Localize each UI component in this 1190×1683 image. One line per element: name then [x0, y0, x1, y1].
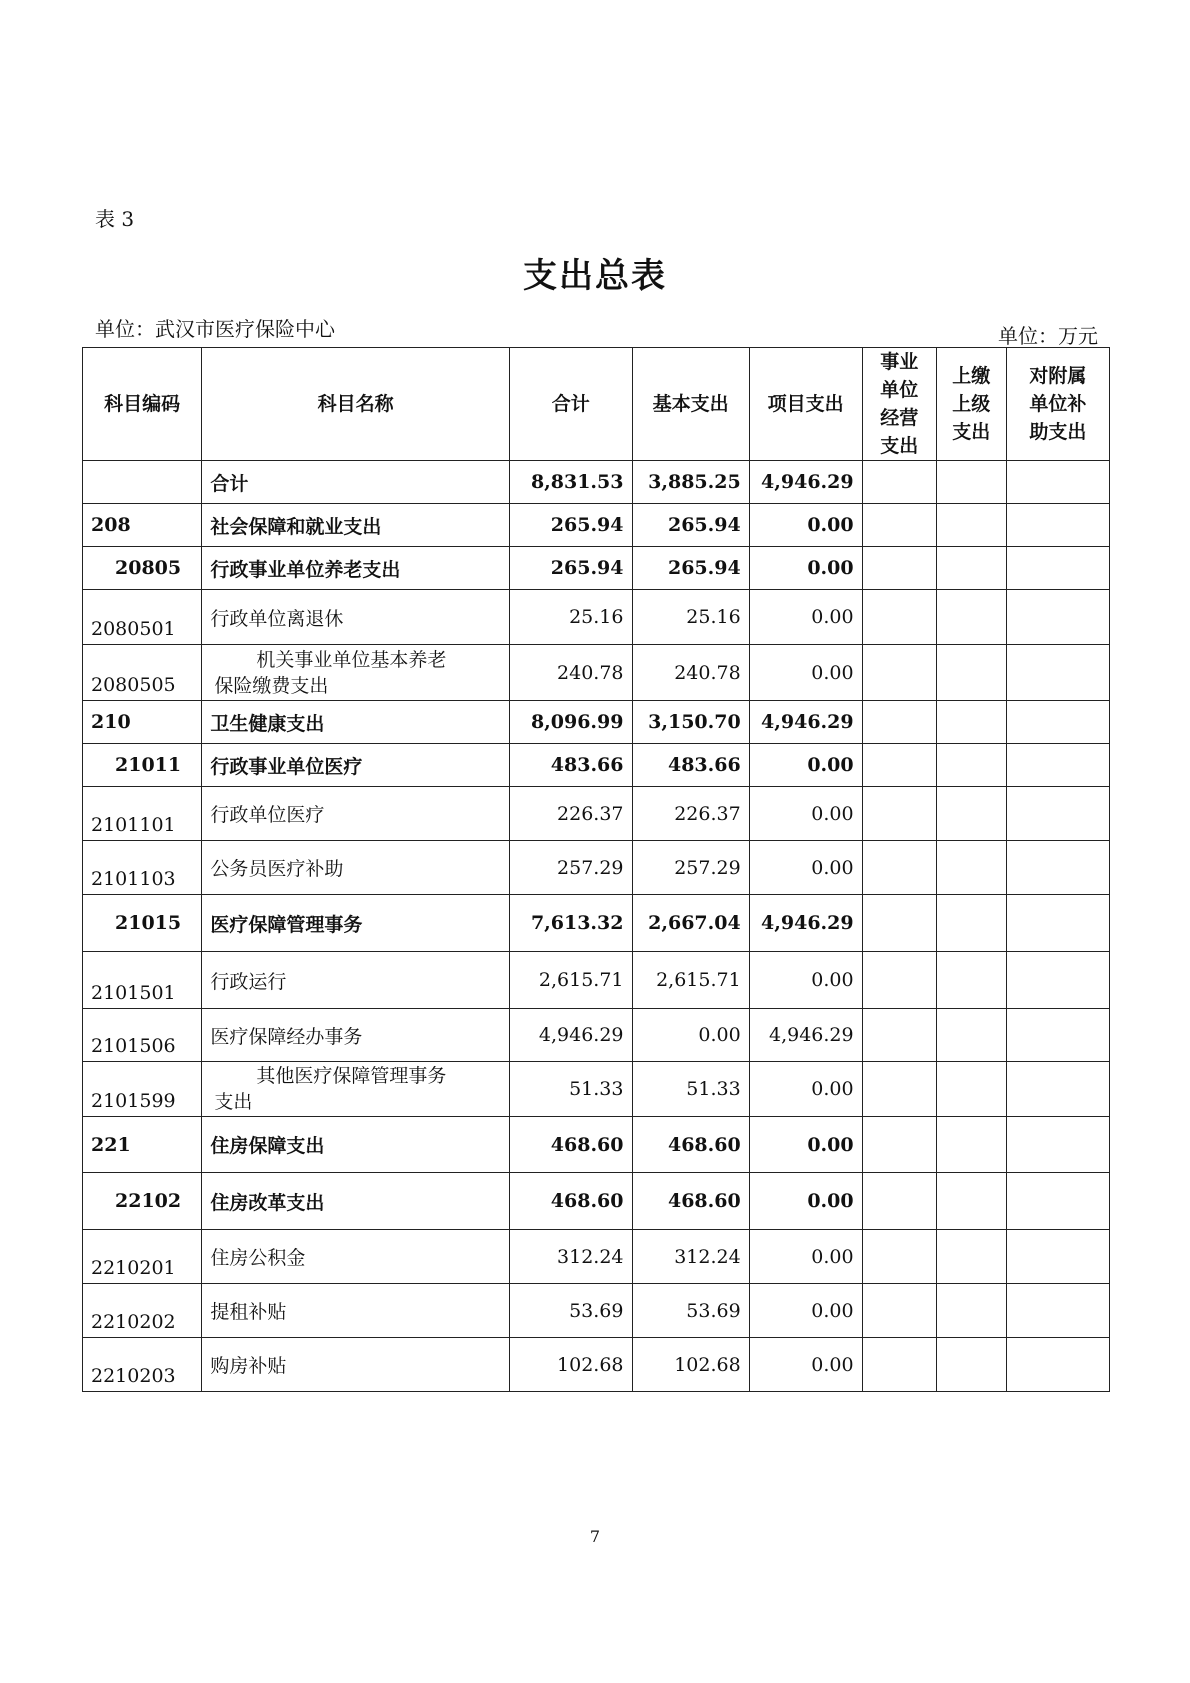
- cell-name: 社会保障和就业支出: [202, 504, 510, 547]
- cell-project: 4,946.29: [749, 1009, 862, 1062]
- table-row: [83, 895, 1110, 952]
- cell-name: 行政单位离退休: [202, 590, 510, 645]
- cell-upper: [936, 952, 1006, 1009]
- cell-code: 2210203: [83, 1338, 202, 1392]
- cell-name: 住房保障支出: [202, 1117, 510, 1173]
- cell-business: [862, 1062, 936, 1117]
- cell-code: 21015: [83, 895, 202, 952]
- cell-business: [862, 1338, 936, 1392]
- cell-total: 7,613.32: [509, 895, 632, 952]
- cell-business: [862, 461, 936, 504]
- unit-currency: 单位：万元: [998, 324, 1098, 348]
- cell-subsidy: [1006, 841, 1109, 895]
- cell-project: 0.00: [749, 1062, 862, 1117]
- cell-basic: 3,150.70: [632, 701, 749, 744]
- cell-code: 210: [83, 701, 202, 744]
- cell-code: 2080505: [83, 645, 202, 701]
- cell-upper: [936, 1338, 1006, 1392]
- cell-name: 其他医疗保障管理事务 支出: [202, 1062, 510, 1117]
- cell-project: 0.00: [749, 1284, 862, 1338]
- cell-project: 0.00: [749, 590, 862, 645]
- cell-project: 0.00: [749, 547, 862, 590]
- cell-subsidy: [1006, 504, 1109, 547]
- table-row: [83, 841, 1110, 895]
- cell-total: 468.60: [509, 1173, 632, 1230]
- cell-subsidy: [1006, 701, 1109, 744]
- cell-project: 0.00: [749, 1117, 862, 1173]
- cell-upper: [936, 461, 1006, 504]
- cell-code: 2101501: [83, 952, 202, 1009]
- table-label: 表 3: [95, 207, 135, 231]
- cell-project: 0.00: [749, 787, 862, 841]
- cell-name: 公务员医疗补助: [202, 841, 510, 895]
- cell-business: [862, 590, 936, 645]
- table-row: [83, 1230, 1110, 1284]
- cell-total: 240.78: [509, 645, 632, 701]
- cell-subsidy: [1006, 1230, 1109, 1284]
- cell-business: [862, 547, 936, 590]
- cell-upper: [936, 1173, 1006, 1230]
- cell-basic: 51.33: [632, 1062, 749, 1117]
- header-subsidy: 对附属 单位补 助支出: [1006, 348, 1109, 461]
- cell-business: [862, 645, 936, 701]
- cell-total: 25.16: [509, 590, 632, 645]
- table-row: [83, 504, 1110, 547]
- cell-basic: 2,667.04: [632, 895, 749, 952]
- cell-name: 行政运行: [202, 952, 510, 1009]
- cell-total: 8,096.99: [509, 701, 632, 744]
- cell-name: 行政事业单位养老支出: [202, 547, 510, 590]
- cell-basic: 483.66: [632, 744, 749, 787]
- cell-business: [862, 952, 936, 1009]
- cell-name: 提租补贴: [202, 1284, 510, 1338]
- cell-upper: [936, 547, 1006, 590]
- cell-business: [862, 841, 936, 895]
- cell-upper: [936, 701, 1006, 744]
- cell-basic: 312.24: [632, 1230, 749, 1284]
- table-row: [83, 1009, 1110, 1062]
- cell-upper: [936, 590, 1006, 645]
- cell-upper: [936, 1009, 1006, 1062]
- cell-total: 51.33: [509, 1062, 632, 1117]
- cell-total: 8,831.53: [509, 461, 632, 504]
- cell-upper: [936, 787, 1006, 841]
- table-row: [83, 590, 1110, 645]
- cell-project: 0.00: [749, 744, 862, 787]
- cell-business: [862, 787, 936, 841]
- cell-total: 483.66: [509, 744, 632, 787]
- cell-subsidy: [1006, 744, 1109, 787]
- cell-code: 2101506: [83, 1009, 202, 1062]
- table-row: [83, 461, 1110, 504]
- cell-upper: [936, 1284, 1006, 1338]
- table-row: [83, 1117, 1110, 1173]
- table-row: [83, 645, 1110, 701]
- header-business: 事业 单位 经营 支出: [862, 348, 936, 461]
- table-row: [83, 701, 1110, 744]
- cell-name: 住房公积金: [202, 1230, 510, 1284]
- cell-basic: 226.37: [632, 787, 749, 841]
- cell-subsidy: [1006, 1062, 1109, 1117]
- cell-basic: 3,885.25: [632, 461, 749, 504]
- cell-name: 住房改革支出: [202, 1173, 510, 1230]
- cell-project: 4,946.29: [749, 701, 862, 744]
- page-number: 7: [589, 1527, 601, 1546]
- cell-subsidy: [1006, 895, 1109, 952]
- cell-basic: 265.94: [632, 547, 749, 590]
- cell-project: 0.00: [749, 1173, 862, 1230]
- page-title: 支出总表: [523, 256, 667, 296]
- cell-upper: [936, 1230, 1006, 1284]
- cell-basic: 2,615.71: [632, 952, 749, 1009]
- cell-code: 22102: [83, 1173, 202, 1230]
- cell-total: 265.94: [509, 504, 632, 547]
- cell-upper: [936, 1062, 1006, 1117]
- unit-organization: 单位：武汉市医疗保险中心: [95, 317, 335, 341]
- cell-project: 0.00: [749, 841, 862, 895]
- cell-upper: [936, 645, 1006, 701]
- cell-subsidy: [1006, 1284, 1109, 1338]
- cell-upper: [936, 841, 1006, 895]
- cell-business: [862, 744, 936, 787]
- cell-name: 购房补贴: [202, 1338, 510, 1392]
- cell-business: [862, 1117, 936, 1173]
- cell-project: 0.00: [749, 645, 862, 701]
- cell-business: [862, 1009, 936, 1062]
- cell-subsidy: [1006, 787, 1109, 841]
- cell-code: 20805: [83, 547, 202, 590]
- header-project: 项目支出: [749, 348, 862, 461]
- cell-project: 0.00: [749, 1230, 862, 1284]
- table-row: [83, 1338, 1110, 1392]
- cell-code: 2080501: [83, 590, 202, 645]
- cell-basic: 468.60: [632, 1173, 749, 1230]
- cell-business: [862, 701, 936, 744]
- cell-total: 468.60: [509, 1117, 632, 1173]
- cell-project: 0.00: [749, 1338, 862, 1392]
- table-row: [83, 1173, 1110, 1230]
- cell-basic: 468.60: [632, 1117, 749, 1173]
- header-code: 科目编码: [83, 348, 202, 461]
- table-row: [83, 547, 1110, 590]
- cell-upper: [936, 744, 1006, 787]
- cell-subsidy: [1006, 1117, 1109, 1173]
- header-name: 科目名称: [202, 348, 510, 461]
- cell-name: 卫生健康支出: [202, 701, 510, 744]
- cell-name: 医疗保障经办事务: [202, 1009, 510, 1062]
- cell-code: 2101101: [83, 787, 202, 841]
- cell-total: 2,615.71: [509, 952, 632, 1009]
- cell-subsidy: [1006, 590, 1109, 645]
- cell-upper: [936, 504, 1006, 547]
- cell-project: 0.00: [749, 952, 862, 1009]
- cell-code: 208: [83, 504, 202, 547]
- cell-name: 行政单位医疗: [202, 787, 510, 841]
- cell-upper: [936, 1117, 1006, 1173]
- cell-name: 机关事业单位基本养老 保险缴费支出: [202, 645, 510, 701]
- cell-business: [862, 1284, 936, 1338]
- header-total: 合计: [509, 348, 632, 461]
- cell-basic: 102.68: [632, 1338, 749, 1392]
- cell-total: 102.68: [509, 1338, 632, 1392]
- cell-project: 4,946.29: [749, 461, 862, 504]
- cell-subsidy: [1006, 547, 1109, 590]
- cell-total: 53.69: [509, 1284, 632, 1338]
- cell-code: [83, 461, 202, 504]
- cell-name: 合计: [202, 461, 510, 504]
- cell-subsidy: [1006, 1009, 1109, 1062]
- cell-upper: [936, 895, 1006, 952]
- cell-code: 221: [83, 1117, 202, 1173]
- cell-name: 行政事业单位医疗: [202, 744, 510, 787]
- table-row: [83, 787, 1110, 841]
- cell-subsidy: [1006, 461, 1109, 504]
- cell-subsidy: [1006, 952, 1109, 1009]
- cell-business: [862, 1173, 936, 1230]
- cell-total: 312.24: [509, 1230, 632, 1284]
- table-row: [83, 1062, 1110, 1117]
- cell-code: 2101599: [83, 1062, 202, 1117]
- cell-total: 257.29: [509, 841, 632, 895]
- table-row: [83, 744, 1110, 787]
- cell-business: [862, 504, 936, 547]
- cell-basic: 53.69: [632, 1284, 749, 1338]
- cell-name: 医疗保障管理事务: [202, 895, 510, 952]
- cell-basic: 0.00: [632, 1009, 749, 1062]
- cell-business: [862, 895, 936, 952]
- header-basic: 基本支出: [632, 348, 749, 461]
- cell-code: 2210202: [83, 1284, 202, 1338]
- table-row: [83, 952, 1110, 1009]
- cell-basic: 265.94: [632, 504, 749, 547]
- header-row: [83, 348, 1110, 461]
- table-body: [83, 461, 1110, 1392]
- cell-total: 265.94: [509, 547, 632, 590]
- cell-basic: 25.16: [632, 590, 749, 645]
- table-row: [83, 1284, 1110, 1338]
- cell-total: 226.37: [509, 787, 632, 841]
- cell-subsidy: [1006, 1338, 1109, 1392]
- cell-business: [862, 1230, 936, 1284]
- cell-subsidy: [1006, 645, 1109, 701]
- expenditure-table: [82, 347, 1110, 1392]
- header-upper: 上缴 上级 支出: [936, 348, 1006, 461]
- cell-project: 4,946.29: [749, 895, 862, 952]
- cell-total: 4,946.29: [509, 1009, 632, 1062]
- cell-subsidy: [1006, 1173, 1109, 1230]
- cell-code: 2210201: [83, 1230, 202, 1284]
- cell-basic: 240.78: [632, 645, 749, 701]
- cell-code: 2101103: [83, 841, 202, 895]
- cell-code: 21011: [83, 744, 202, 787]
- cell-basic: 257.29: [632, 841, 749, 895]
- cell-project: 0.00: [749, 504, 862, 547]
